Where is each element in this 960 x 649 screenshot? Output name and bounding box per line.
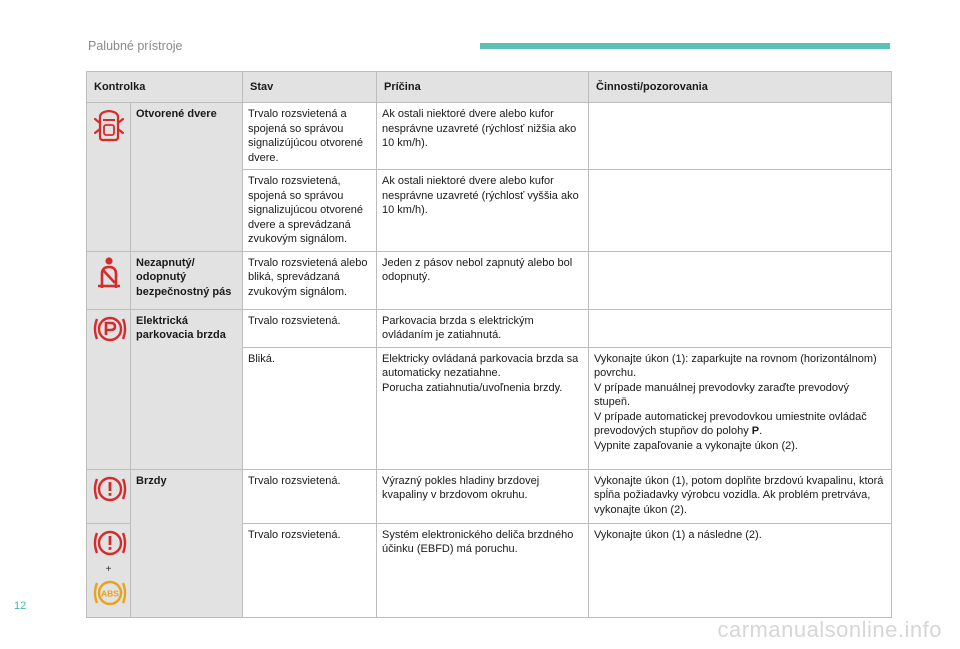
row-label-seatbelt: Nezapnutý/ odopnutý bezpečnostný pás <box>131 251 243 309</box>
icon-cell <box>87 309 131 469</box>
state-cell: Trvalo rozsvietená, spojená so správou signalizujúcou otvorené dvere a sprevádzaná zvukovým signálom. <box>243 170 377 252</box>
action-cell: Vykonajte úkon (1), potom doplňte brzdovú kvapalinu, ktorá spĺňa požiadavky výrobcu vozidla. Ak problém pretrváva, vykonajte úkon (2). <box>589 469 892 523</box>
row-label-open-door: Otvorené dvere <box>131 103 243 252</box>
icon-cell <box>87 523 131 617</box>
column-header-pricina: Príčina <box>377 72 589 103</box>
table-row <box>87 309 892 347</box>
action-text: V prípade automatickej prevodovkou umiestnite ovládač prevodových stupňov do polohy <box>594 410 867 437</box>
gear-position-p: P <box>751 425 760 437</box>
state-cell: Trvalo rozsvietená. <box>243 523 377 617</box>
seatbelt-icon <box>96 256 122 290</box>
action-cell <box>589 347 892 469</box>
action-cell <box>589 103 892 170</box>
action-cell: Vykonajte úkon (1) a následne (2). <box>589 523 892 617</box>
open-door-icon <box>94 107 124 143</box>
watermark: carmanualsonline.info <box>717 617 942 642</box>
action-line: Vykonajte úkon (1): zaparkujte na rovnom (horizontálnom) povrchu. <box>594 352 877 379</box>
icon-cell <box>87 103 131 252</box>
state-cell: Trvalo rozsvietená a spojená so správou signalizújúcou otvorené dvere. <box>243 103 377 170</box>
cause-cell: Výrazný pokles hladiny brzdovej kvapaliny v brzdovom okruhu. <box>377 469 589 523</box>
action-cell <box>589 251 892 309</box>
header-accent-bar <box>480 43 890 49</box>
table-row <box>87 103 892 170</box>
action-line: V prípade manuálnej prevodovky zaraďte prevodový stupeň. <box>594 381 850 408</box>
column-header-cinnosti: Činnosti/pozorovania <box>589 72 892 103</box>
row-label-parking-brake: Elektrická parkovacia brzda <box>131 309 243 469</box>
brake-warning-icon <box>92 474 128 504</box>
state-cell: Trvalo rozsvietená alebo bliká, sprevádzaná zvukovým signálom. <box>243 251 377 309</box>
action-line <box>594 410 886 439</box>
state-cell: Trvalo rozsvietená. <box>243 469 377 523</box>
abs-warning-icon <box>92 578 128 608</box>
plus-sign: + <box>105 564 112 575</box>
brake-warning-icon <box>92 528 128 558</box>
cause-cell: Elektricky ovládaná parkovacia brzda sa automaticky nezatiahne. Porucha zatiahnutia/uvoľnenia brzdy. <box>377 347 589 469</box>
page-header-title: Palubné prístroje <box>88 39 183 53</box>
cause-cell: Jeden z pásov nebol zapnutý alebo bol odopnutý. <box>377 251 589 309</box>
action-cell <box>589 309 892 347</box>
action-text-end: . <box>759 425 763 437</box>
row-label-brakes: Brzdy <box>131 469 243 617</box>
page-number: 12 <box>14 600 27 612</box>
table-row <box>87 251 892 309</box>
warning-lights-table <box>86 71 892 618</box>
cause-cell: Systém elektronického deliča brzdného účinku (EBFD) má poruchu. <box>377 523 589 617</box>
parking-brake-icon <box>92 314 128 344</box>
cause-cell: Parkovacia brzda s elektrickým ovládaním je zatiahnutá. <box>377 309 589 347</box>
abs-icon-text: ABS <box>101 588 119 599</box>
cause-cell: Ak ostali niektoré dvere alebo kufor nesprávne uzavreté (rýchlosť vyššia ako 10 km/h). <box>377 170 589 252</box>
table-header-row <box>87 72 892 103</box>
icon-cell <box>87 251 131 309</box>
state-cell: Bliká. <box>243 347 377 469</box>
column-header-kontrolka: Kontrolka <box>87 72 243 103</box>
action-line: Vypnite zapaľovanie a vykonajte úkon (2). <box>594 439 798 452</box>
table-row <box>87 469 892 523</box>
state-cell: Trvalo rozsvietená. <box>243 309 377 347</box>
action-cell <box>589 170 892 252</box>
cause-cell: Ak ostali niektoré dvere alebo kufor nesprávne uzavreté (rýchlosť nižšia ako 10 km/h). <box>377 103 589 170</box>
icon-cell <box>87 469 131 523</box>
column-header-stav: Stav <box>243 72 377 103</box>
